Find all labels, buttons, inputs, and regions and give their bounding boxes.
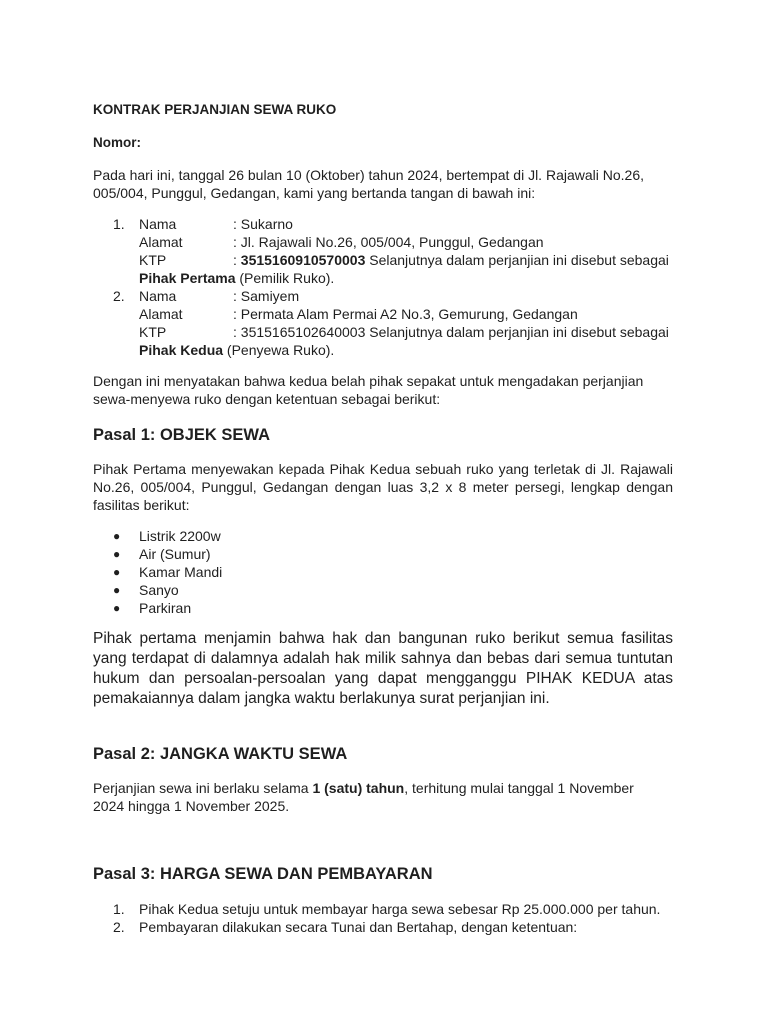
intro-line: Pada hari ini, tanggal 26 bulan 10 (Oktober) tahun 2024, bertempat di Jl. Rajawali No.26, [93,167,645,183]
party-role [139,341,334,359]
facility-text: Air (Sumur) [139,546,211,562]
bullet-icon: ● [113,565,121,579]
ktp-number: 3515160910570003 [240,252,366,268]
party-ktp-row [139,251,669,269]
nama-label: Nama [139,288,177,304]
ktp-label: KTP [139,324,167,340]
ktp-prefix: : [233,252,241,268]
role-name: Pihak Kedua [139,342,224,358]
facility-text: Sanyo [139,582,179,598]
pasal-2-line [93,779,673,797]
agreement-paragraph [93,372,673,408]
role-desc: (Penyewa Ruko). [223,342,335,358]
pasal-1-heading: Pasal 1: OBJEK SEWA [93,426,270,444]
role-desc: (Pemilik Ruko). [235,270,335,286]
guarantee-paragraph [93,629,673,709]
item-number: 1. [113,901,125,917]
party-nama-row [139,287,299,305]
guarantee-line: pemakaiannya dalam jangka waktu berlakunya surat perjanjian ini. [93,690,550,707]
pasal-2-suffix: , terhitung mulai tanggal 1 November [404,780,634,796]
bullet-icon: ● [113,547,121,561]
party-alamat-row [139,305,578,323]
party-alamat-row [139,233,544,251]
pasal-1-text [93,460,673,514]
party-number: 1. [113,216,125,232]
pasal-2-line: 2024 hingga 1 November 2025. [93,798,290,814]
guarantee-line: yang terdapat di dalamnya adalah hak milik sahnya dan bebas dari semua tuntutan [93,650,673,667]
intro-paragraph [93,166,673,202]
duration-bold: 1 (satu) tahun [312,780,405,796]
alamat-value: : Permata Alam Permai A2 No.3, Gemurung, Gedangan [233,306,578,322]
pasal-2-text [93,779,673,815]
alamat-label: Alamat [139,234,183,250]
bullet-icon: ● [113,601,121,615]
ktp-label: KTP [139,252,167,268]
agreement-line: sewa-menyewa ruko dengan ketentuan sebagai berikut: [93,391,441,407]
ktp-prefix: : [233,324,241,340]
guarantee-line: hukum dan persoalan-persoalan yang dapat mengganggu PIHAK KEDUA atas [93,670,673,687]
ktp-number: 3515165102640003 [240,324,366,340]
document-title: KONTRAK PERJANJIAN SEWA RUKO [93,102,337,117]
item-text: Pembayaran dilakukan secara Tunai dan Bertahap, dengan ketentuan: [139,919,578,935]
pasal-1-line: No.26, 005/004, Punggul, Gedangan dengan luas 3,2 x 8 meter persegi, lengkap dengan [93,479,673,495]
bullet-icon: ● [113,583,121,597]
ktp-tail: Selanjutnya dalam perjanjian ini disebut sebagai [365,252,669,268]
nama-label: Nama [139,216,177,232]
role-name: Pihak Pertama [139,270,236,286]
pasal-2-prefix: Perjanjian sewa ini berlaku selama [93,780,313,796]
bullet-icon: ● [113,529,121,543]
pasal-1-line: Pihak Pertama menyewakan kepada Pihak Kedua sebuah ruko yang terletak di Jl. Rajawali [93,461,673,477]
nama-value: : Sukarno [233,216,293,232]
alamat-label: Alamat [139,306,183,322]
pasal-1-line: fasilitas berikut: [93,497,190,513]
intro-line: 005/004, Punggul, Gedangan, kami yang bertanda tangan di bawah ini: [93,185,536,201]
nama-value: : Samiyem [233,288,300,304]
facility-text: Kamar Mandi [139,564,223,580]
item-text: Pihak Kedua setuju untuk membayar harga sewa sebesar Rp 25.000.000 per tahun. [139,901,661,917]
party-number: 2. [113,288,125,304]
ktp-tail: Selanjutnya dalam perjanjian ini disebut sebagai [365,324,669,340]
pasal-3-heading: Pasal 3: HARGA SEWA DAN PEMBAYARAN [93,865,433,883]
alamat-value: : Jl. Rajawali No.26, 005/004, Punggul, Gedangan [233,234,544,250]
agreement-line: Dengan ini menyatakan bahwa kedua belah pihak sepakat untuk mengadakan perjanjian [93,373,644,389]
facility-text: Parkiran [139,600,192,616]
item-number: 2. [113,919,125,935]
pasal-2-heading: Pasal 2: JANGKA WAKTU SEWA [93,745,348,763]
party-ktp-row [139,323,669,341]
guarantee-line: Pihak pertama menjamin bahwa hak dan bangunan ruko berikut semua fasilitas [93,630,673,647]
party-nama-row [139,215,293,233]
party-role [139,269,334,287]
facility-text: Listrik 2200w [139,528,221,544]
nomor-label: Nomor: [93,135,141,150]
